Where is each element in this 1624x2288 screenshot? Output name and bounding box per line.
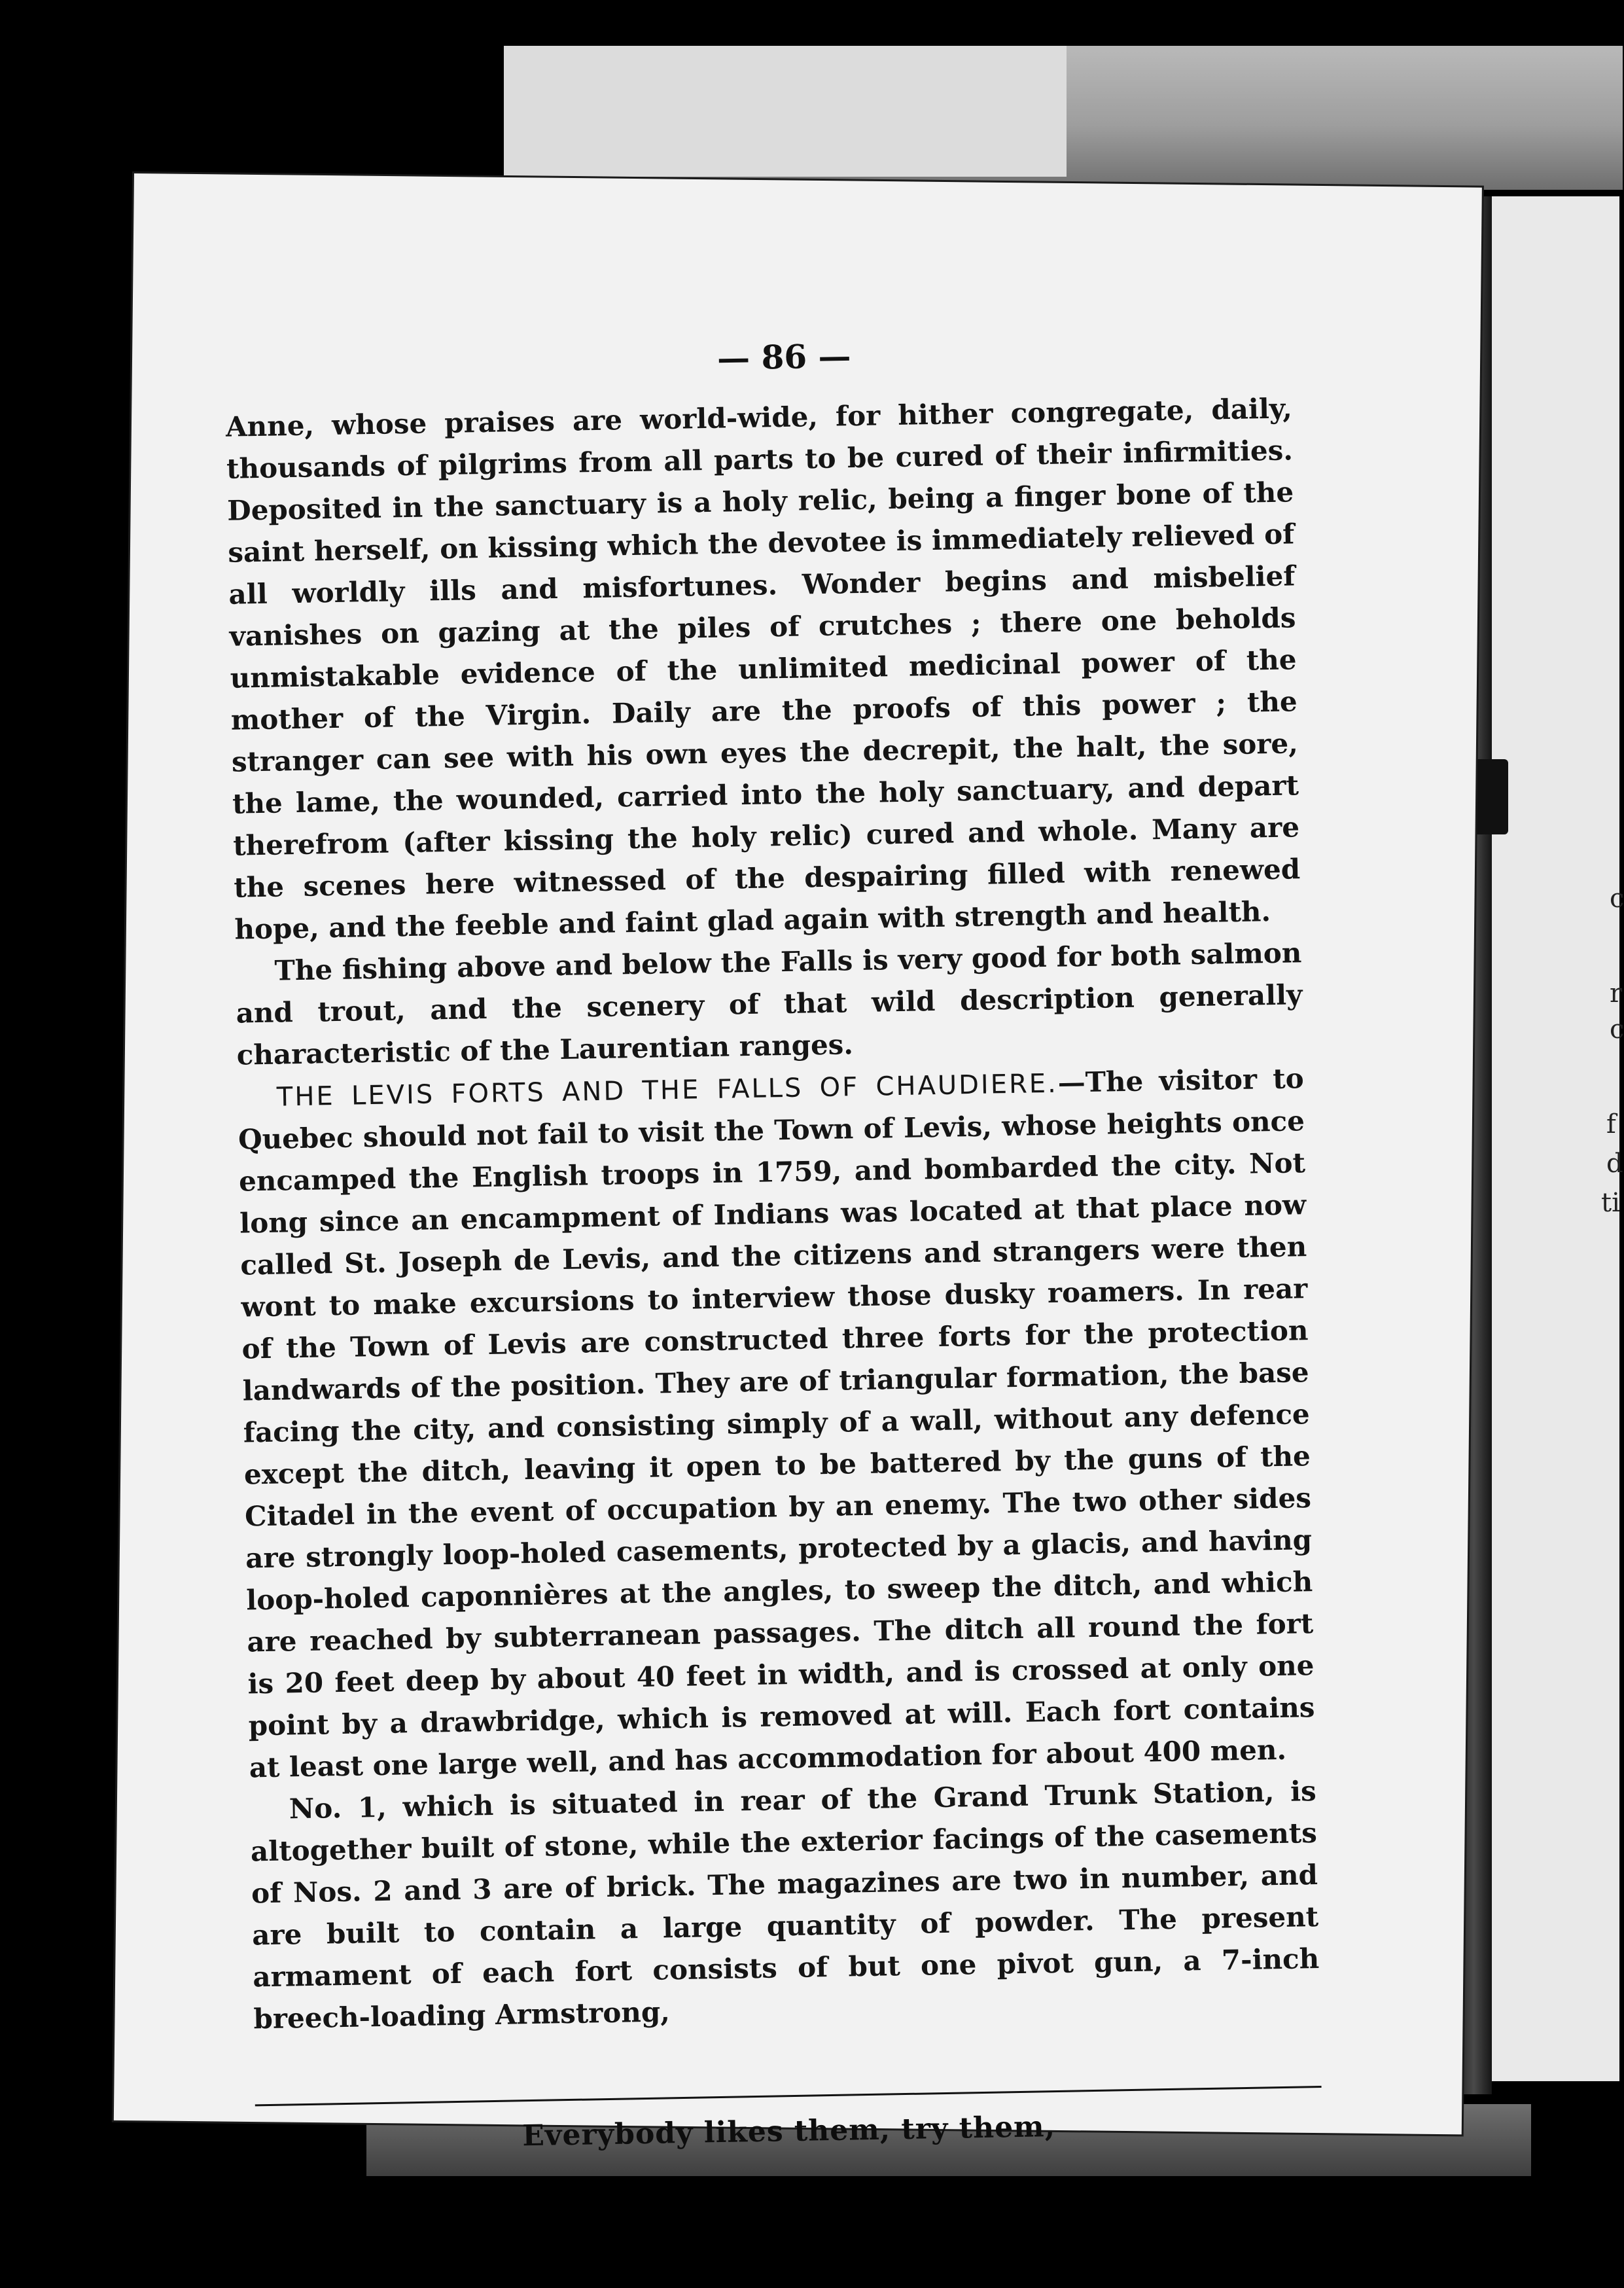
section-heading: THE LEVIS FORTS AND THE FALLS OF CHAUDIERE. [276,1068,1059,1113]
adjacent-page-fragment: d [1606,1149,1623,1179]
adjacent-page-fragment: c [1610,1014,1624,1045]
page-body [226,387,1320,2040]
page-content [107,169,1489,2153]
paragraph-levis [237,1058,1316,1789]
book-page [114,173,1482,2153]
paragraph: Anne, whose praises are world-wide, for hither congregate, daily, thousands of pilgrims from all parts to be cured of their infirmities. Deposited in the sanctuary is a holy relic, being a finger bone of the saint herself, on kissing which the devotee is immediately relieved of all worldly ills and misfortunes. Wonder begins and misbelief vanishes on gazing at the piles of crutches ; there one beholds unmistakable evidence of the unlimited medicinal power of the mother of the Virgin. Daily are the proofs of this power ; the stranger can see with his own eyes the decrepit, the halt, the sore, the lame, the wounded, carried into the holy sanctuary, and depart therefrom (after kissing the holy relic) cured and whole. Many are the scenes here witnessed of the despairing filled with renewed hope, and the feeble and faint glad again with strength and health. [225,392,1301,946]
paragraph: The fishing above and below the Falls is very good for both salmon and trout, and the scenery of that wild description generally characteristic of the Laurentian ranges. [236,937,1303,1071]
footer-rule [255,2086,1322,2106]
paragraph: No. 1, which is situated in rear of the Grand Trunk Station, is altogether built of stone, while the exterior facings of the casements of Nos. 2 and 3 are of brick. The magazines are two in number, and are built to contain a large quantity of powder. The present armament of each fort consists of but one pivot gun, a 7-inch breech-loading Armstrong, [250,1775,1320,2035]
adjacent-page-fragment: f [1606,1109,1616,1139]
section-text: —The visitor to Quebec should not fail to visit the Town of Levis, whose heights once encamped the English troops in 1759, and bombarded the city. Not long since an encampment of Indians was located at that place now called St. Joseph de Levis, and the citizens and strangers were then wont to make excursions to interview those dusky roamers. In rear of the Town of Levis are constructed three forts for the protection landwards of the position. They are of triangular formation, the base facing the city, and consisting simply of a wall, without any defence except the ditch, leaving it open to be battered by the guns of the Citadel in the event of occupation by an enemy. The two other sides are strongly loop-holed casements, protected by a glacis, and having loop-holed caponnières at the angles, to sweep the ditch, and which are reached by subterranean passages. The ditch all round the fort is 20 feet deep by about 40 feet in width, and is crossed at only one point by a drawbridge, which is removed at will. Each fort contains at least one large well, and has accommodation for about 400 men. [238,1062,1315,1784]
adjacent-page-fragment: ti [1601,1188,1620,1218]
adjacent-page-fragment: c [1610,884,1624,914]
adjacent-page-fragment: r [1610,978,1623,1009]
adjacent-page [1489,196,1624,2081]
page-number: — 86 — [716,336,852,378]
footer-advert: Everybody likes them, try them, [521,2110,1056,2153]
scan-background-top-light [504,46,1067,177]
